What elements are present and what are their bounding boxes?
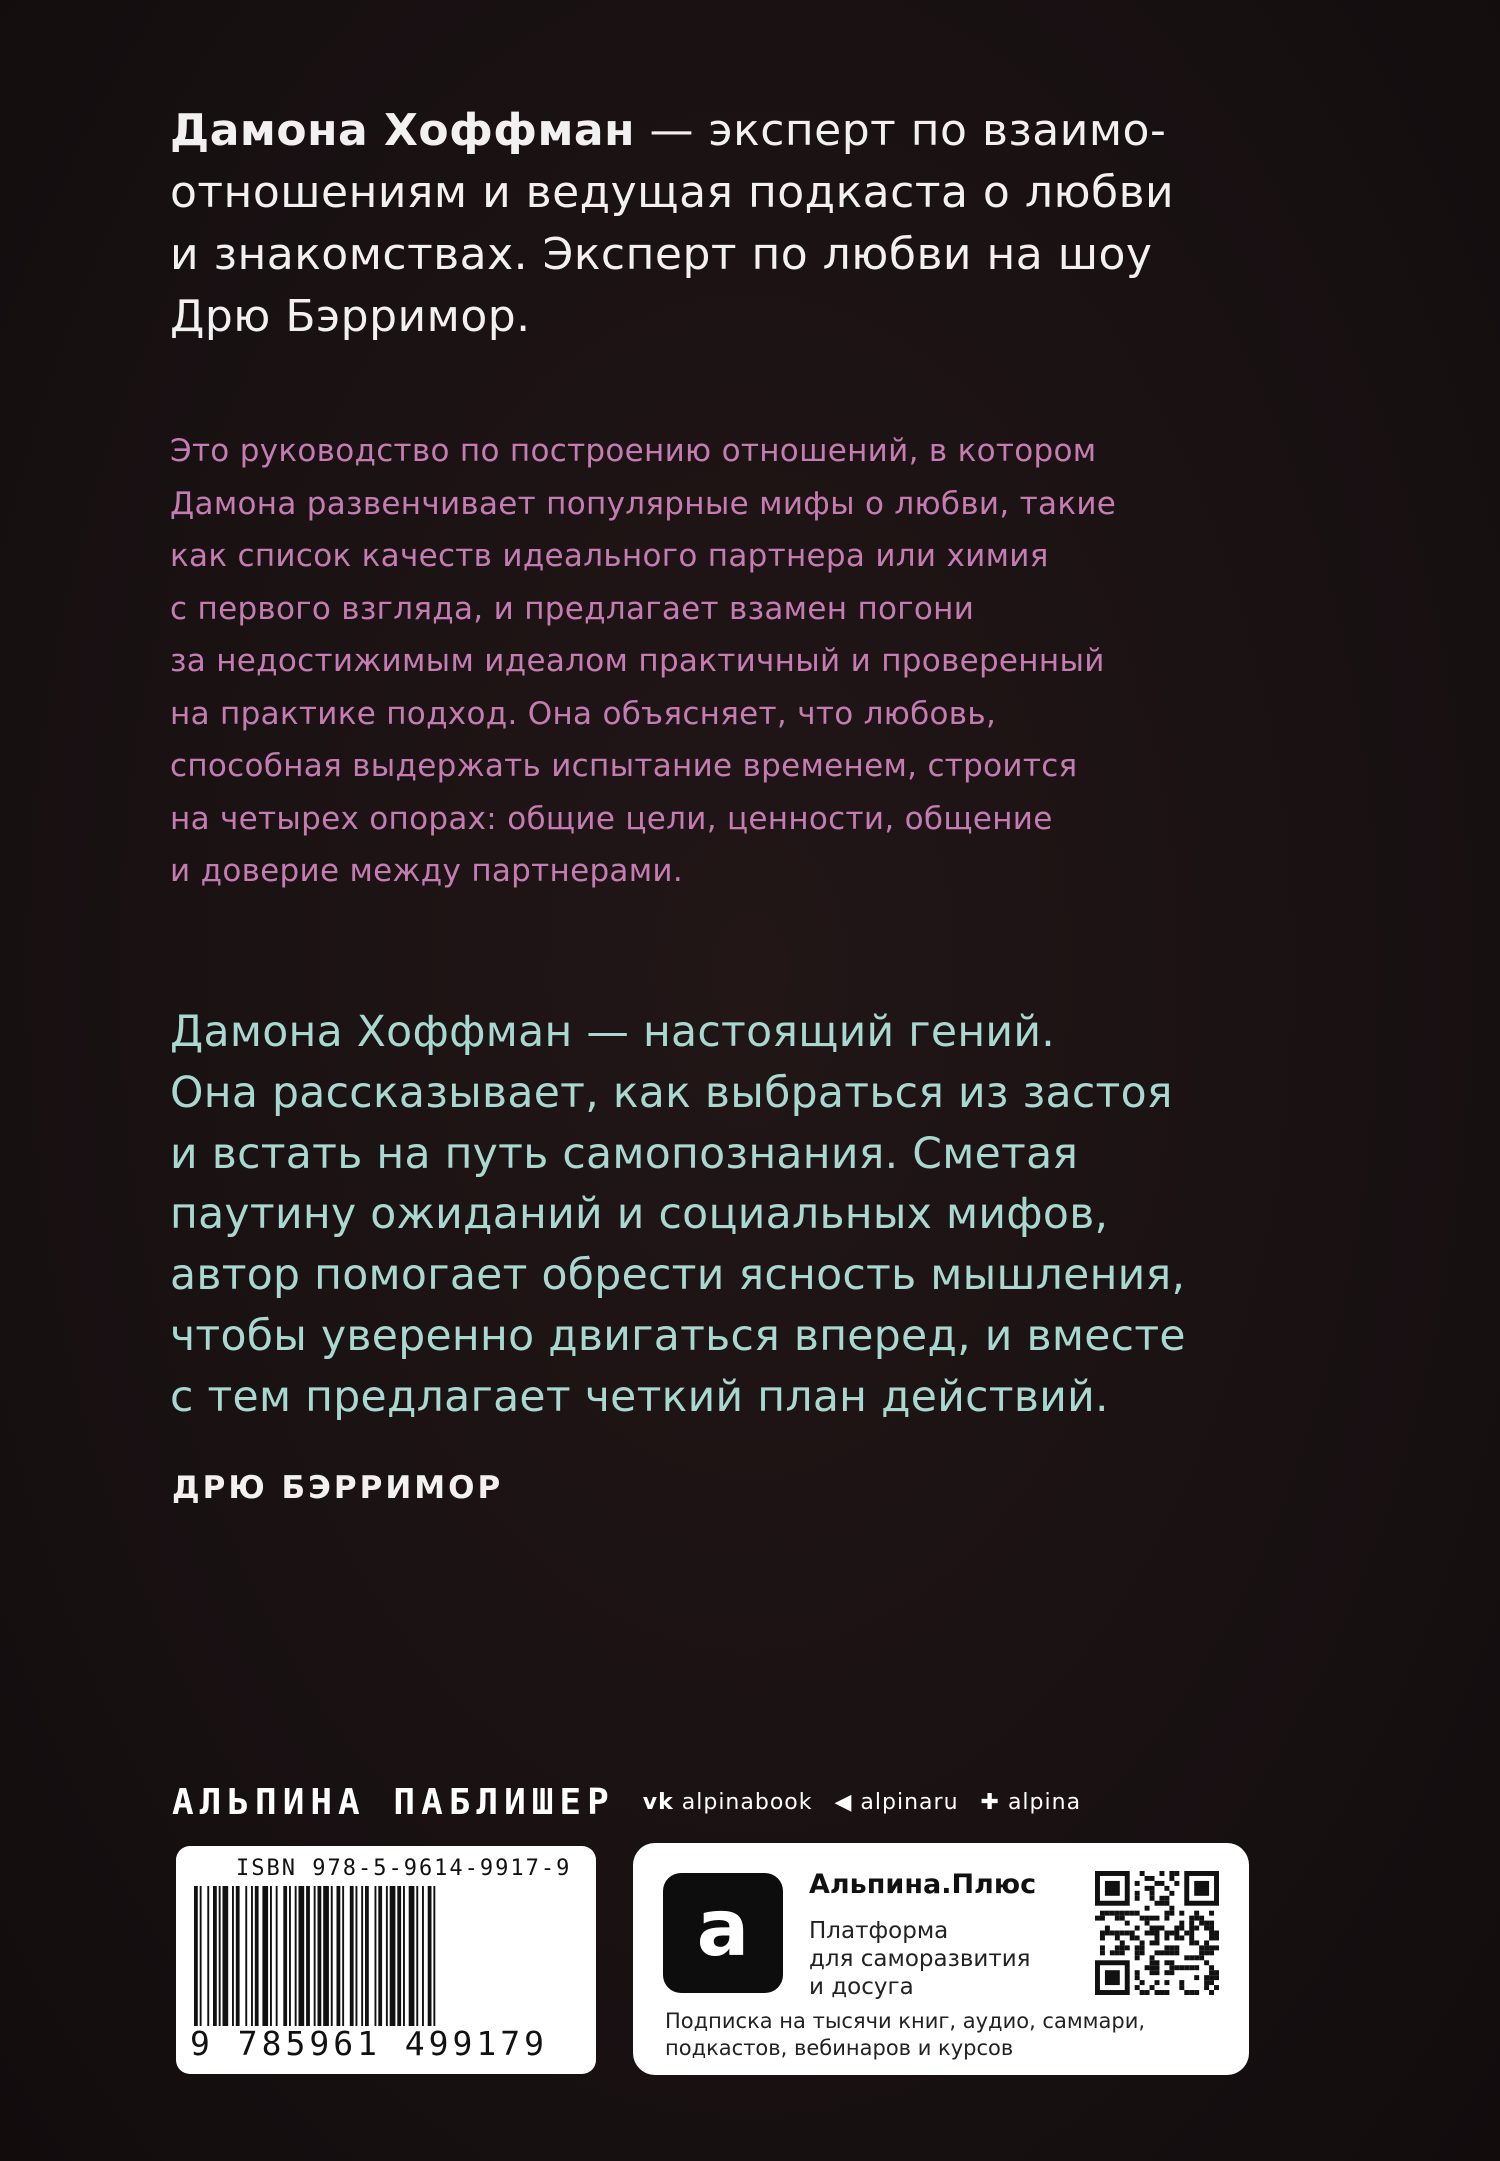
qr-module	[1204, 1926, 1209, 1931]
qr-module	[1155, 1965, 1160, 1970]
barcode-bar	[416, 1886, 418, 2026]
qr-module	[1179, 1935, 1184, 1940]
barcode-bar	[270, 1886, 272, 2026]
qr-module	[1194, 1926, 1199, 1931]
qr-module	[1164, 1896, 1169, 1901]
qr-module	[1135, 1955, 1140, 1960]
social-handle: alpinabook	[681, 1789, 813, 1815]
qr-module	[1100, 1945, 1105, 1950]
barcode-bar	[337, 1886, 341, 2026]
qr-module	[1105, 1911, 1110, 1916]
qr-module	[1169, 1891, 1174, 1896]
qr-module	[1189, 1921, 1194, 1926]
qr-module	[1179, 1985, 1184, 1990]
qr-module	[1164, 1931, 1169, 1936]
qr-module	[1209, 1970, 1214, 1975]
bio-line-2: отношениям и ведущая подкаста о любви	[170, 167, 1175, 218]
testimonial-quote	[170, 1003, 1186, 1429]
qr-module	[1169, 1876, 1174, 1881]
isbn-label: ISBN 978-5-9614-9917-9	[236, 1856, 572, 1881]
publisher-logo: АЛЬПИНА ПАБЛИШЕР	[172, 1781, 615, 1823]
qr-module	[1100, 1935, 1105, 1940]
qr-module	[1135, 1911, 1140, 1916]
qr-module	[1130, 1931, 1135, 1936]
barcode-bar	[295, 1886, 297, 2026]
qr-module	[1150, 1931, 1155, 1936]
qr-module	[1150, 1985, 1155, 1990]
description-line: способная выдержать испытание временем, строится	[170, 748, 1078, 784]
qr-module	[1120, 1940, 1125, 1945]
qr-module	[1135, 1935, 1140, 1940]
vk-icon: vk	[642, 1789, 674, 1815]
qr-module	[1184, 1990, 1189, 1995]
qr-module	[1214, 1935, 1219, 1940]
qr-module	[1115, 1935, 1120, 1940]
qr-module	[1115, 1916, 1120, 1921]
qr-module	[1184, 1955, 1189, 1960]
qr-module	[1174, 1931, 1179, 1936]
qr-module	[1155, 1881, 1160, 1886]
description-line: и доверие между партнерами.	[170, 853, 684, 889]
book-description	[170, 425, 1116, 898]
isbn-barcode	[176, 1846, 596, 2074]
qr-module	[1164, 1950, 1169, 1955]
qr-module	[1135, 1975, 1140, 1980]
qr-module	[1110, 1911, 1115, 1916]
qr-module	[1135, 1881, 1140, 1886]
qr-module	[1155, 1990, 1160, 1995]
qr-module	[1150, 1955, 1155, 1960]
bio-line-3: и знакомствах. Эксперт по любви на шоу	[170, 229, 1153, 280]
qr-module	[1164, 1970, 1169, 1975]
qr-module	[1150, 1876, 1155, 1881]
qr-module	[1194, 1881, 1209, 1896]
barcode-bar	[283, 1886, 287, 2026]
quote-line: чтобы уверенно двигаться вперед, и вместе	[170, 1311, 1186, 1361]
qr-module	[1189, 1916, 1194, 1921]
qr-module	[1194, 1965, 1199, 1970]
qr-module	[1145, 1965, 1150, 1970]
qr-module	[1120, 1950, 1125, 1955]
qr-module	[1120, 1911, 1125, 1916]
quote-line: паутину ожиданий и социальных мифов,	[170, 1190, 1109, 1240]
qr-module	[1189, 1935, 1194, 1940]
quote-author: ДРЮ БЭРРИМОР	[172, 1470, 504, 1506]
qr-module	[1204, 1921, 1209, 1926]
qr-module	[1150, 1896, 1155, 1901]
description-line: Дамона развенчивает популярные мифы о любви, такие	[170, 485, 1117, 522]
author-bio	[170, 100, 1174, 348]
qr-module	[1164, 1980, 1169, 1985]
qr-module	[1184, 1965, 1189, 1970]
qr-module	[1150, 1970, 1155, 1975]
qr-module	[1194, 1990, 1199, 1995]
qr-module	[1204, 1960, 1209, 1965]
social-telegram[interactable]	[835, 1790, 959, 1815]
qr-module	[1115, 1931, 1120, 1936]
qr-module	[1204, 1950, 1209, 1955]
promo-footer	[665, 2008, 1145, 2062]
qr-module	[1204, 1975, 1209, 1980]
qr-module	[1150, 1940, 1155, 1945]
quote-line: с тем предлагает четкий план действий.	[170, 1372, 1109, 1422]
quote-line: и встать на путь самопознания. Сметая	[170, 1129, 1079, 1179]
social-vk[interactable]	[643, 1790, 813, 1815]
barcode-digits: 9 785961 499179	[190, 2024, 549, 2063]
alpina-plus-promo[interactable]	[633, 1843, 1249, 2075]
qr-module	[1140, 1990, 1145, 1995]
quote-line: автор помогает обрести ясность мышления,	[170, 1251, 1186, 1301]
qr-module	[1120, 1931, 1125, 1936]
description-line: за недостижимым идеалом практичный и проверенный	[170, 643, 1105, 679]
barcode-bar	[331, 1886, 333, 2026]
qr-module	[1145, 1990, 1150, 1995]
qr-module	[1174, 1950, 1179, 1955]
qr-module	[1164, 1945, 1169, 1950]
description-line: на практике подход. Она объясняет, что любовь,	[170, 695, 997, 732]
qr-module	[1150, 1891, 1155, 1896]
qr-module	[1179, 1911, 1184, 1916]
qr-module	[1159, 1881, 1164, 1886]
qr-module	[1135, 1985, 1140, 1990]
qr-module	[1179, 1921, 1184, 1926]
qr-module	[1169, 1960, 1174, 1965]
qr-module	[1179, 1926, 1184, 1931]
qr-module	[1100, 1916, 1105, 1921]
barcode-bar	[289, 1886, 291, 2026]
qr-module	[1204, 1945, 1209, 1950]
qr-module	[1150, 1886, 1155, 1891]
qr-module	[1130, 1935, 1135, 1940]
barcode-bar	[314, 1886, 316, 2026]
social-handle: alpinaru	[860, 1789, 959, 1815]
promo-footer-line: Подписка на тысячи книг, аудио, саммари,	[665, 2009, 1146, 2033]
qr-module	[1145, 1886, 1150, 1891]
barcode-bar	[361, 1886, 363, 2026]
qr-module	[1135, 1891, 1140, 1896]
barcode-bar	[219, 1886, 221, 2026]
qr-module	[1194, 1975, 1199, 1980]
qr-module	[1145, 1931, 1150, 1936]
qr-module	[1159, 1990, 1164, 1995]
qr-module	[1155, 1901, 1160, 1906]
qr-module	[1209, 1926, 1214, 1931]
qr-module	[1159, 1901, 1164, 1906]
qr-module	[1159, 1871, 1164, 1876]
qr-module	[1155, 1950, 1160, 1955]
description-line: с первого взгляда, и предлагает взамен погони	[170, 590, 975, 627]
author-name: Дамона Хоффман	[170, 105, 636, 156]
qr-module	[1169, 1950, 1174, 1955]
qr-module	[1209, 1911, 1214, 1916]
qr-module	[1194, 1940, 1199, 1945]
barcode-bar	[255, 1886, 259, 2026]
qr-module	[1125, 1911, 1130, 1916]
barcode-bar	[323, 1886, 329, 2026]
description-line: Это руководство по построению отношений, в котором	[170, 433, 1097, 469]
qr-module	[1214, 1985, 1219, 1990]
qr-module	[1194, 1955, 1199, 1960]
qr-module	[1189, 1990, 1194, 1995]
qr-module	[1140, 1945, 1145, 1950]
qr-module	[1140, 1940, 1145, 1945]
barcode-bar	[409, 1886, 415, 2026]
qr-module	[1204, 1985, 1209, 1990]
qr-module	[1164, 1935, 1169, 1940]
qr-module	[1105, 1926, 1110, 1931]
qr-module	[1150, 1965, 1155, 1970]
qr-module	[1120, 1945, 1125, 1950]
description-line: на четырех опорах: общие цели, ценности, общение	[170, 800, 1053, 837]
qr-module	[1164, 1901, 1169, 1906]
barcode-bar	[433, 1886, 435, 2026]
social-handle: alpina	[1007, 1789, 1082, 1815]
barcode-bar	[350, 1886, 354, 2026]
barcode-bar	[403, 1886, 405, 2026]
brand-row	[172, 1778, 1103, 1826]
barcode-bar	[207, 1886, 209, 2026]
qr-module	[1209, 1980, 1214, 1985]
qr-module	[1214, 1931, 1219, 1936]
qr-module	[1105, 1970, 1120, 1985]
qr-module	[1199, 1950, 1204, 1955]
barcode-bar	[356, 1886, 358, 2026]
barcode-bar	[378, 1886, 382, 2026]
promo-subtitle-line: Платформа	[809, 1918, 949, 1944]
promo-subtitle-line: для саморазвития	[809, 1946, 1031, 1972]
qr-module	[1199, 1945, 1204, 1950]
barcode-bar	[299, 1886, 305, 2026]
qr-module	[1135, 1945, 1140, 1950]
qr-module	[1164, 1990, 1169, 1995]
qr-module	[1209, 1975, 1214, 1980]
qr-module	[1125, 1945, 1130, 1950]
qr-module	[1209, 1931, 1214, 1936]
qr-module	[1105, 1931, 1110, 1936]
qr-module	[1135, 1970, 1140, 1975]
qr-module	[1145, 1906, 1150, 1911]
barcode-bar	[194, 1886, 198, 2026]
qr-module	[1095, 1916, 1100, 1921]
qr-module	[1174, 1926, 1179, 1931]
qr-module	[1110, 1950, 1115, 1955]
qr-module	[1155, 1970, 1160, 1975]
barcode-bar	[223, 1886, 229, 2026]
plus-circle-icon: ✚	[980, 1789, 1000, 1815]
qr-module	[1159, 1926, 1164, 1931]
barcode-bar	[232, 1886, 234, 2026]
qr-module	[1140, 1871, 1145, 1876]
qr-module	[1159, 1896, 1164, 1901]
qr-module	[1169, 1906, 1174, 1911]
qr-module	[1209, 1921, 1214, 1926]
barcode-bar	[262, 1886, 268, 2026]
qr-module	[1155, 1935, 1160, 1940]
qr-module	[1169, 1911, 1174, 1916]
barcode-bar	[390, 1886, 396, 2026]
qr-module	[1169, 1965, 1174, 1970]
qr-code-icon[interactable]	[1095, 1871, 1219, 1995]
barcode-bar	[236, 1886, 240, 2026]
qr-module	[1209, 1965, 1214, 1970]
quote-line: Дамона Хоффман — настоящий гений.	[170, 1008, 1056, 1057]
barcode-bar	[365, 1886, 369, 2026]
quote-line: Она рассказывает, как выбраться из застоя	[170, 1068, 1173, 1118]
qr-module	[1110, 1931, 1115, 1936]
qr-module	[1199, 1955, 1204, 1960]
qr-module	[1164, 1911, 1169, 1916]
qr-module	[1135, 1926, 1140, 1931]
qr-module	[1155, 1960, 1160, 1965]
barcode-bar	[213, 1886, 217, 2026]
alpina-plus-logo-icon: a	[663, 1873, 783, 1993]
qr-module	[1135, 1896, 1140, 1901]
barcode-bars	[194, 1886, 578, 2026]
qr-module	[1125, 1931, 1130, 1936]
qr-module	[1204, 1980, 1209, 1985]
qr-module	[1115, 1945, 1120, 1950]
qr-module	[1145, 1916, 1150, 1921]
qr-module	[1169, 1931, 1174, 1936]
qr-module	[1169, 1970, 1174, 1975]
qr-module	[1194, 1911, 1199, 1916]
qr-module	[1214, 1970, 1219, 1975]
qr-module	[1115, 1950, 1120, 1955]
barcode-bar	[200, 1886, 202, 2026]
qr-module	[1214, 1975, 1219, 1980]
qr-module	[1150, 1960, 1155, 1965]
qr-module	[1169, 1871, 1174, 1876]
qr-module	[1189, 1940, 1194, 1945]
qr-module	[1164, 1886, 1169, 1891]
barcode-bar	[397, 1886, 401, 2026]
qr-module	[1189, 1965, 1194, 1970]
qr-module	[1130, 1911, 1135, 1916]
qr-module	[1164, 1960, 1169, 1965]
qr-module	[1100, 1950, 1105, 1955]
qr-module	[1189, 1926, 1194, 1931]
qr-module	[1174, 1945, 1179, 1950]
qr-module	[1140, 1916, 1145, 1921]
qr-module	[1125, 1921, 1130, 1926]
qr-module	[1155, 1980, 1160, 1985]
barcode-bar	[342, 1886, 344, 2026]
qr-module	[1174, 1935, 1179, 1940]
qr-module	[1155, 1931, 1160, 1936]
qr-module	[1100, 1931, 1105, 1936]
bio-line-4: Дрю Бэрримор.	[170, 291, 531, 342]
qr-module	[1145, 1921, 1150, 1926]
qr-module	[1155, 1940, 1160, 1945]
qr-module	[1105, 1881, 1120, 1896]
qr-module	[1179, 1980, 1184, 1985]
barcode-bar	[245, 1886, 247, 2026]
qr-module	[1120, 1916, 1125, 1921]
qr-module	[1179, 1965, 1184, 1970]
barcode-bar	[251, 1886, 253, 2026]
promo-subtitle-line: и досуга	[809, 1974, 914, 2000]
qr-module	[1199, 1916, 1204, 1921]
qr-module	[1169, 1945, 1174, 1950]
barcode-bar	[375, 1886, 377, 2026]
telegram-icon: ◀	[834, 1789, 853, 1815]
qr-module	[1164, 1916, 1169, 1921]
promo-subtitle	[809, 1917, 1031, 2001]
qr-module	[1150, 1926, 1155, 1931]
qr-module	[1140, 1980, 1145, 1985]
qr-module	[1189, 1931, 1194, 1936]
qr-module	[1159, 1950, 1164, 1955]
barcode-bar	[422, 1886, 424, 2026]
qr-module	[1209, 1935, 1214, 1940]
barcode-bar	[386, 1886, 388, 2026]
bio-line-1: Дамона Хоффман — эксперт по взаимо-	[170, 105, 1167, 156]
qr-module	[1115, 1911, 1120, 1916]
qr-module	[1204, 1940, 1209, 1945]
qr-module	[1100, 1911, 1105, 1916]
qr-module	[1209, 1950, 1214, 1955]
qr-module	[1209, 1990, 1214, 1995]
promo-title: Альпина.Плюс	[809, 1869, 1037, 1900]
qr-module	[1145, 1876, 1150, 1881]
qr-module	[1174, 1871, 1179, 1876]
barcode-bar	[318, 1886, 322, 2026]
qr-module	[1135, 1950, 1140, 1955]
qr-module	[1189, 1955, 1194, 1960]
qr-module	[1214, 1945, 1219, 1950]
qr-module	[1140, 1950, 1145, 1955]
qr-module	[1184, 1931, 1189, 1936]
description-line: как список качеств идеального партнера или химия	[170, 538, 1049, 574]
qr-module	[1155, 1926, 1160, 1931]
qr-module	[1155, 1916, 1160, 1921]
qr-module	[1199, 1921, 1204, 1926]
barcode-bar	[428, 1886, 432, 2026]
qr-module	[1174, 1881, 1179, 1886]
barcode-bar	[306, 1886, 310, 2026]
social-alpina[interactable]	[981, 1790, 1082, 1815]
barcode-bar	[276, 1886, 278, 2026]
qr-module	[1150, 1916, 1155, 1921]
qr-module	[1209, 1945, 1214, 1950]
qr-module	[1194, 1916, 1199, 1921]
qr-module	[1174, 1965, 1179, 1970]
promo-footer-line: подкастов, вебинаров и курсов	[665, 2036, 1014, 2060]
